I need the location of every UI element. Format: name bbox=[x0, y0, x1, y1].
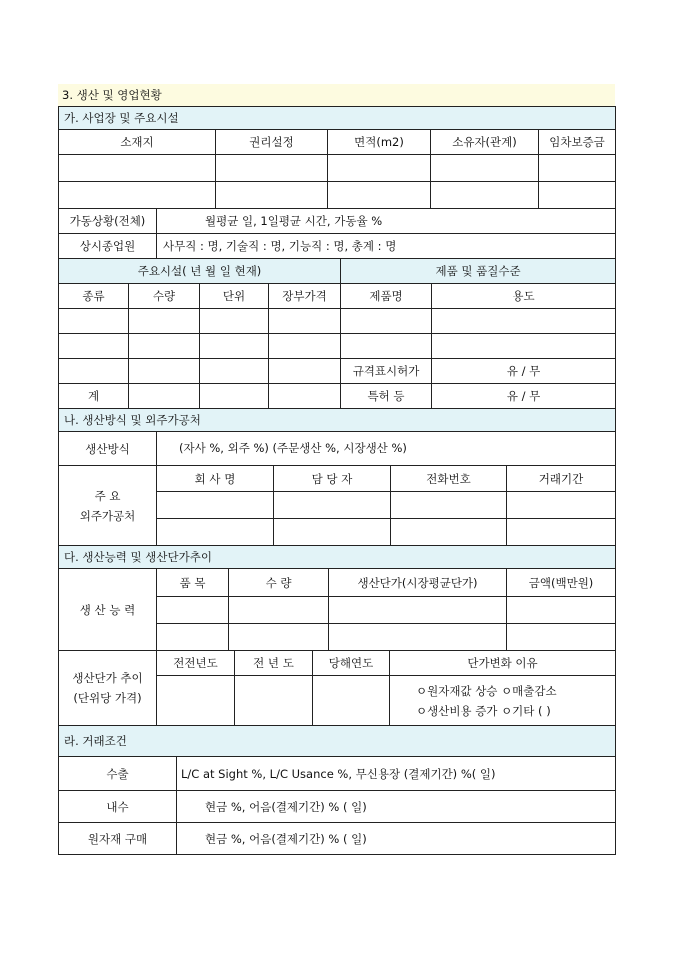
input-cell[interactable] bbox=[507, 519, 616, 546]
domestic-terms[interactable]: 현금 %, 어음(결제기간) % ( 일) bbox=[177, 791, 616, 823]
input-cell[interactable] bbox=[341, 334, 432, 359]
cert-yes-no[interactable]: 유 / 무 bbox=[432, 359, 616, 384]
export-label: 수출 bbox=[59, 757, 177, 791]
employees-field[interactable]: 사무직 : 명, 기술직 : 명, 기능직 : 명, 총계 : 명 bbox=[157, 234, 616, 259]
form-page bbox=[58, 84, 615, 855]
col-header-unit-price: 생산단가(시장평균단가) bbox=[329, 569, 507, 597]
input-cell[interactable] bbox=[507, 597, 616, 624]
input-cell[interactable] bbox=[269, 359, 341, 384]
input-cell[interactable] bbox=[129, 334, 200, 359]
input-cell[interactable] bbox=[329, 597, 507, 624]
material-purchase-label: 원자재 구매 bbox=[59, 823, 177, 855]
operation-label: 가동상황(전체) bbox=[59, 209, 157, 234]
input-cell[interactable] bbox=[341, 309, 432, 334]
col-header-rights: 권리설정 bbox=[216, 130, 328, 155]
capacity-table bbox=[58, 545, 616, 651]
col-header-item: 품 목 bbox=[157, 569, 229, 597]
input-cell[interactable] bbox=[129, 359, 200, 384]
reason-line-2[interactable]: ㅇ생산비용 증가 ㅇ기타 ( ) bbox=[416, 703, 551, 718]
col-header-change-reason: 단가변화 이유 bbox=[390, 651, 616, 676]
business-site-table bbox=[58, 106, 616, 209]
subcontractor-label-line1: 주 요 bbox=[94, 488, 121, 503]
input-cell[interactable] bbox=[391, 519, 507, 546]
input-cell[interactable] bbox=[269, 384, 341, 409]
input-cell[interactable] bbox=[157, 519, 274, 546]
patent-label: 특허 등 bbox=[341, 384, 432, 409]
input-cell[interactable] bbox=[216, 155, 328, 182]
input-cell[interactable] bbox=[329, 624, 507, 651]
capacity-label: 생 산 능 력 bbox=[59, 569, 157, 651]
input-cell[interactable] bbox=[59, 182, 216, 209]
method-field[interactable]: (자사 %, 외주 %) (주문생산 %, 시장생산 %) bbox=[157, 432, 616, 466]
subcontractor-label-line2: 외주가공처 bbox=[79, 508, 136, 523]
production-method-table bbox=[58, 408, 616, 546]
input-cell[interactable] bbox=[391, 492, 507, 519]
trade-terms-table bbox=[58, 725, 616, 855]
col-header-company: 회 사 명 bbox=[157, 466, 274, 492]
col-header-location: 소재지 bbox=[59, 130, 216, 155]
cert-label: 규격표시허가 bbox=[341, 359, 432, 384]
section-na-title: 나. 생산방식 및 외주가공처 bbox=[59, 409, 616, 432]
input-cell[interactable] bbox=[59, 309, 129, 334]
input-cell[interactable] bbox=[200, 334, 269, 359]
change-reason-options[interactable] bbox=[390, 676, 616, 726]
input-cell[interactable] bbox=[431, 155, 539, 182]
input-cell[interactable] bbox=[59, 334, 129, 359]
col-header-two-years-ago: 전전년도 bbox=[157, 651, 235, 676]
input-cell[interactable] bbox=[229, 624, 329, 651]
patent-yes-no[interactable]: 유 / 무 bbox=[432, 384, 616, 409]
operation-field[interactable]: 월평균 일, 1일평균 시간, 가동율 % bbox=[157, 209, 616, 234]
input-cell[interactable] bbox=[507, 492, 616, 519]
operation-table bbox=[58, 208, 616, 259]
col-header-total: 금액(백만원) bbox=[507, 569, 616, 597]
input-cell[interactable] bbox=[507, 624, 616, 651]
col-header-period: 거래기간 bbox=[507, 466, 616, 492]
price-trend-table bbox=[58, 650, 616, 726]
col-header-amount: 수 량 bbox=[229, 569, 329, 597]
facility-table bbox=[58, 258, 616, 409]
price-trend-label-line2: (단위당 가격) bbox=[73, 691, 142, 705]
col-header-book-value: 장부가격 bbox=[269, 284, 341, 309]
section-da-title: 다. 생산능력 및 생산단가추이 bbox=[59, 546, 616, 569]
product-header: 제품 및 품질수준 bbox=[341, 259, 616, 284]
section-ga-title: 가. 사업장 및 주요시설 bbox=[59, 107, 616, 130]
input-cell[interactable] bbox=[269, 309, 341, 334]
col-header-phone: 전화번호 bbox=[391, 466, 507, 492]
employees-label: 상시종업원 bbox=[59, 234, 157, 259]
col-header-type: 종류 bbox=[59, 284, 129, 309]
col-header-unit: 단위 bbox=[200, 284, 269, 309]
input-cell[interactable] bbox=[157, 624, 229, 651]
input-cell[interactable] bbox=[129, 309, 200, 334]
input-cell[interactable] bbox=[157, 492, 274, 519]
input-cell[interactable] bbox=[200, 309, 269, 334]
input-cell[interactable] bbox=[157, 597, 229, 624]
input-cell[interactable] bbox=[229, 597, 329, 624]
input-cell[interactable] bbox=[157, 676, 235, 726]
input-cell[interactable] bbox=[539, 155, 616, 182]
col-header-this-year: 당해연도 bbox=[313, 651, 390, 676]
input-cell[interactable] bbox=[274, 519, 391, 546]
col-header-quantity: 수량 bbox=[129, 284, 200, 309]
col-header-product-name: 제품명 bbox=[341, 284, 432, 309]
input-cell[interactable] bbox=[269, 334, 341, 359]
col-header-owner: 소유자(관계) bbox=[431, 130, 539, 155]
input-cell[interactable] bbox=[59, 359, 129, 384]
section-title: 3. 생산 및 영업현황 bbox=[58, 84, 615, 106]
price-trend-label-line1: 생산단가 추이 bbox=[72, 671, 143, 685]
section-ra-title: 라. 거래조건 bbox=[59, 726, 616, 757]
input-cell[interactable] bbox=[431, 182, 539, 209]
input-cell[interactable] bbox=[216, 182, 328, 209]
input-cell[interactable] bbox=[328, 182, 431, 209]
input-cell[interactable] bbox=[539, 182, 616, 209]
input-cell[interactable] bbox=[200, 384, 269, 409]
input-cell[interactable] bbox=[200, 359, 269, 384]
reason-line-1[interactable]: ㅇ원자재값 상승 ㅇ매출감소 bbox=[416, 683, 557, 698]
input-cell[interactable] bbox=[328, 155, 431, 182]
col-header-usage: 용도 bbox=[432, 284, 616, 309]
col-header-deposit: 임차보증금 bbox=[539, 130, 616, 155]
col-header-area: 면적(m2) bbox=[328, 130, 431, 155]
input-cell[interactable] bbox=[432, 334, 616, 359]
facility-header: 주요시설( 년 월 일 현재) bbox=[59, 259, 341, 284]
input-cell[interactable] bbox=[274, 492, 391, 519]
col-header-contact: 담 당 자 bbox=[274, 466, 391, 492]
price-trend-label bbox=[59, 651, 157, 726]
input-cell[interactable] bbox=[313, 676, 390, 726]
method-label: 생산방식 bbox=[59, 432, 157, 466]
input-cell[interactable] bbox=[59, 155, 216, 182]
input-cell[interactable] bbox=[235, 676, 313, 726]
subcontractor-label bbox=[59, 466, 157, 546]
total-label: 계 bbox=[59, 384, 129, 409]
input-cell[interactable] bbox=[432, 309, 616, 334]
export-terms[interactable]: L/C at Sight %, L/C Usance %, 무신용장 (결제기간) %( 일) bbox=[177, 757, 616, 791]
material-purchase-terms[interactable]: 현금 %, 어음(결제기간) % ( 일) bbox=[177, 823, 616, 855]
input-cell[interactable] bbox=[129, 384, 200, 409]
domestic-label: 내수 bbox=[59, 791, 177, 823]
col-header-last-year: 전 년 도 bbox=[235, 651, 313, 676]
